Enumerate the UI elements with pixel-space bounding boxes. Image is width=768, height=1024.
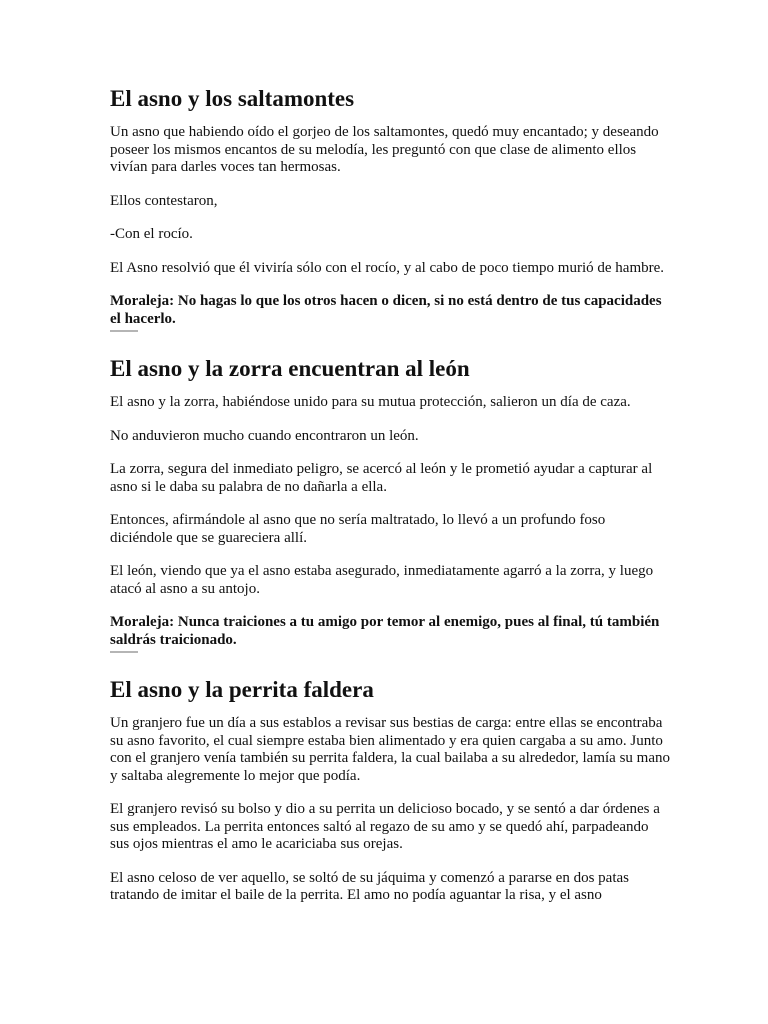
paragraph: El león, viendo que ya el asno estaba asegurado, inmediatamente agarró a la zorra, y luego atacó al asno a su antojo.: [110, 563, 654, 597]
paragraph: El granjero revisó su bolso y dio a su perrita un delicioso bocado, y se sentó a dar órdenes a sus empleados. La perrita entonces saltó al regazo de su amo y se quedó ahí, parpadeando sus ojos mientras el amo le acariciaba sus orejas.: [110, 801, 660, 852]
paragraph: El asno celoso de ver aquello, se soltó de su jáquima y comenzó a pararse en dos patas tratando de imitar el baile de la perrita. El amo no podía aguantar la risa, y el asno: [110, 869, 630, 903]
paragraph: Ellos contestaron,: [110, 192, 218, 209]
document-body: [110, 84, 670, 921]
paragraph: El asno y la zorra, habiéndose unido para su mutua protección, salieron un día de caza.: [110, 394, 631, 410]
paragraph: Un granjero fue un día a sus establos a revisar sus bestias de carga: entre ellas se encontraba su asno favorito, el cual siempre estaba bien alimentado y era quien cargaba a su amo. Junto con el granjero venía también su perrita faldera, la cual bailaba a su alrededor, lamía su mano y saltaba alegremente lo mejor que podía.: [110, 715, 670, 784]
paragraph: Un asno que habiendo oído el gorjeo de los saltamontes, quedó muy encantado; y deseando poseer los mismos encantos de su melodía, les preguntó con que clase de alimento ellos vivían para darles voces tan hermosas.: [110, 124, 659, 175]
section-title: El asno y la perrita faldera: [110, 677, 374, 702]
moral-text: Moraleja: Nunca traiciones a tu amigo por temor al enemigo, pues al final, tú también saldrás traicionado.: [110, 614, 660, 648]
paragraph: -Con el rocío.: [110, 226, 193, 242]
paragraph: Entonces, afirmándole al asno que no sería maltratado, lo llevó a un profundo foso diciéndole que se guareciera allí.: [110, 512, 606, 546]
divider: [110, 651, 138, 653]
moral-text: Moraleja: No hagas lo que los otros hacen o dicen, si no está dentro de tus capacidades el hacerlo.: [110, 293, 662, 327]
divider: [110, 330, 138, 332]
paragraph: El Asno resolvió que él viviría sólo con el rocío, y al cabo de poco tiempo murió de hambre.: [110, 259, 665, 276]
paragraph: No anduvieron mucho cuando encontraron un león.: [110, 427, 419, 444]
section-title: El asno y los saltamontes: [110, 86, 355, 111]
section-title: El asno y la zorra encuentran al león: [110, 356, 470, 381]
paragraph: La zorra, segura del inmediato peligro, se acercó al león y le prometió ayudar a capturar al asno si le daba su palabra de no dañarla a ella.: [110, 461, 653, 495]
